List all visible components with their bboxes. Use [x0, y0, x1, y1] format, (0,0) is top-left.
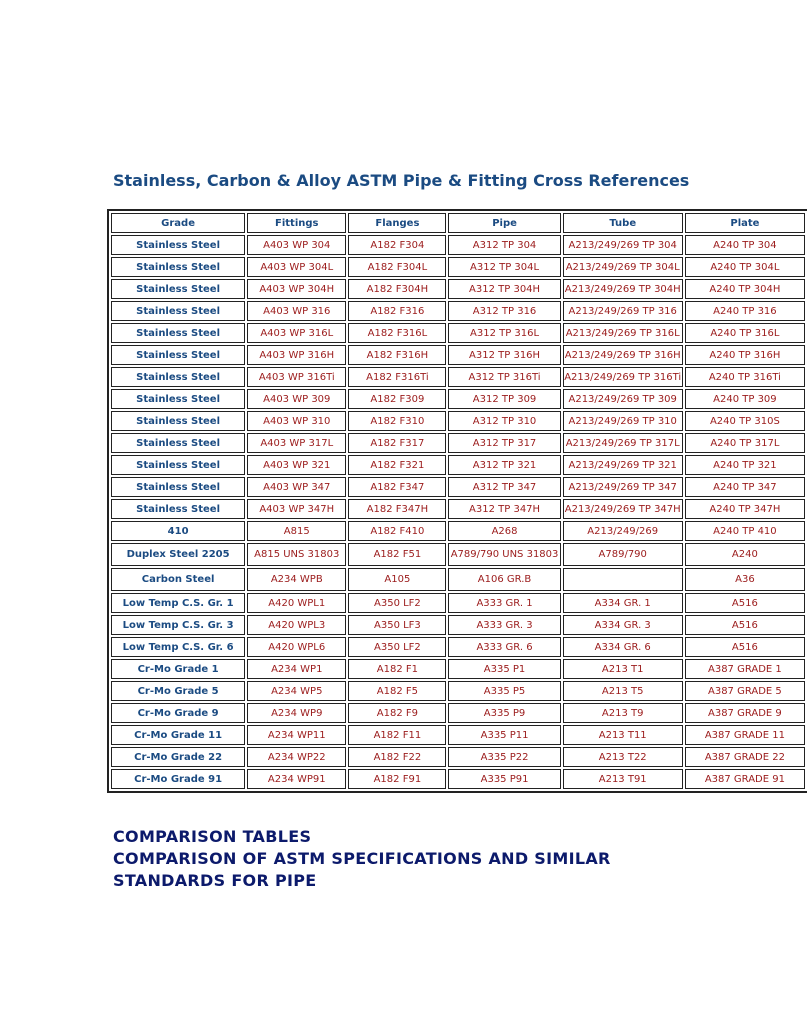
cell-flanges: A182 F11	[348, 725, 446, 745]
cell-fittings: A403 WP 347	[247, 477, 346, 497]
table-row	[111, 681, 805, 701]
cell-flanges: A350 LF2	[348, 637, 446, 657]
cell-pipe: A335 P1	[448, 659, 560, 679]
cell-tube: A213/249/269	[563, 521, 683, 541]
cell-grade: Stainless Steel	[111, 345, 245, 365]
table-row	[111, 279, 805, 299]
cell-fittings: A403 WP 304	[247, 235, 346, 255]
cell-pipe: A333 GR. 3	[448, 615, 560, 635]
cell-tube: A213 T22	[563, 747, 683, 767]
table-row	[111, 301, 805, 321]
cell-fittings: A420 WPL3	[247, 615, 346, 635]
table-row	[111, 477, 805, 497]
cell-pipe: A312 TP 347	[448, 477, 560, 497]
cell-tube	[563, 568, 683, 591]
cell-pipe: A335 P11	[448, 725, 560, 745]
table-row	[111, 703, 805, 723]
cell-flanges: A182 F410	[348, 521, 446, 541]
cell-pipe: A312 TP 316Ti	[448, 367, 560, 387]
cell-fittings: A403 WP 310	[247, 411, 346, 431]
cell-pipe: A312 TP 310	[448, 411, 560, 431]
cell-pipe: A335 P5	[448, 681, 560, 701]
cell-tube: A213/249/269 TP 310	[563, 411, 683, 431]
column-header-flanges: Flanges	[348, 213, 446, 233]
cell-grade: Stainless Steel	[111, 323, 245, 343]
cell-fittings: A234 WP91	[247, 769, 346, 789]
table-row	[111, 235, 805, 255]
cell-tube: A213/249/269 TP 316H	[563, 345, 683, 365]
table-row	[111, 747, 805, 767]
cell-tube: A334 GR. 3	[563, 615, 683, 635]
cell-plate: A240 TP 347	[685, 477, 805, 497]
cell-plate: A387 GRADE 22	[685, 747, 805, 767]
cell-grade: Low Temp C.S. Gr. 1	[111, 593, 245, 613]
cell-plate: A240 TP 317L	[685, 433, 805, 453]
table-row	[111, 257, 805, 277]
cell-plate: A387 GRADE 1	[685, 659, 805, 679]
table-row	[111, 499, 805, 519]
cell-tube: A213 T11	[563, 725, 683, 745]
cell-grade: Cr-Mo Grade 22	[111, 747, 245, 767]
cell-grade: 410	[111, 521, 245, 541]
cell-fittings: A420 WPL6	[247, 637, 346, 657]
cell-pipe: A106 GR.B	[448, 568, 560, 591]
cell-plate: A240 TP 310S	[685, 411, 805, 431]
cell-pipe: A312 TP 304H	[448, 279, 560, 299]
cell-plate: A387 GRADE 5	[685, 681, 805, 701]
cell-pipe: A312 TP 316	[448, 301, 560, 321]
cell-pipe: A789/790 UNS 31803	[448, 543, 560, 566]
cell-pipe: A312 TP 304	[448, 235, 560, 255]
cell-plate: A387 GRADE 91	[685, 769, 805, 789]
cell-grade: Cr-Mo Grade 11	[111, 725, 245, 745]
cell-flanges: A182 F310	[348, 411, 446, 431]
cell-plate: A240 TP 347H	[685, 499, 805, 519]
cell-pipe: A333 GR. 1	[448, 593, 560, 613]
cell-pipe: A312 TP 316H	[448, 345, 560, 365]
cell-pipe: A312 TP 317	[448, 433, 560, 453]
cell-tube: A213/249/269 TP 317L	[563, 433, 683, 453]
comparison-heading-line-2: COMPARISON OF ASTM SPECIFICATIONS AND SIMILAR	[113, 849, 611, 868]
comparison-heading-line-3: STANDARDS FOR PIPE	[113, 871, 317, 890]
cell-flanges: A182 F309	[348, 389, 446, 409]
cell-fittings: A403 WP 316	[247, 301, 346, 321]
comparison-heading-line-1: COMPARISON TABLES	[113, 827, 312, 846]
cell-plate: A240 TP 316Ti	[685, 367, 805, 387]
cell-fittings: A420 WPL1	[247, 593, 346, 613]
cell-pipe: A312 TP 316L	[448, 323, 560, 343]
table-body	[111, 235, 805, 789]
cell-fittings: A234 WPB	[247, 568, 346, 591]
cell-grade: Cr-Mo Grade 5	[111, 681, 245, 701]
cell-fittings: A234 WP11	[247, 725, 346, 745]
cell-flanges: A182 F347H	[348, 499, 446, 519]
cell-flanges: A182 F5	[348, 681, 446, 701]
table-row	[111, 593, 805, 613]
cell-plate: A240	[685, 543, 805, 566]
cell-pipe: A268	[448, 521, 560, 541]
cell-flanges: A182 F347	[348, 477, 446, 497]
table-row	[111, 725, 805, 745]
cell-pipe: A312 TP 347H	[448, 499, 560, 519]
cell-flanges: A182 F22	[348, 747, 446, 767]
column-header-plate: Plate	[685, 213, 805, 233]
cell-flanges: A182 F304L	[348, 257, 446, 277]
cell-pipe: A312 TP 309	[448, 389, 560, 409]
cell-grade: Stainless Steel	[111, 477, 245, 497]
cell-plate: A240 TP 309	[685, 389, 805, 409]
cell-fittings: A403 WP 347H	[247, 499, 346, 519]
cell-tube: A213/249/269 TP 316L	[563, 323, 683, 343]
cell-tube: A213 T9	[563, 703, 683, 723]
cell-flanges: A350 LF2	[348, 593, 446, 613]
cell-tube: A213/249/269 TP 347H	[563, 499, 683, 519]
column-header-tube: Tube	[563, 213, 683, 233]
table-row	[111, 543, 805, 566]
table-row	[111, 323, 805, 343]
cell-flanges: A182 F316Ti	[348, 367, 446, 387]
cell-grade: Stainless Steel	[111, 411, 245, 431]
cell-grade: Stainless Steel	[111, 499, 245, 519]
table-row	[111, 769, 805, 789]
cell-pipe: A335 P22	[448, 747, 560, 767]
cell-pipe: A312 TP 321	[448, 455, 560, 475]
table-row	[111, 521, 805, 541]
cell-plate: A240 TP 321	[685, 455, 805, 475]
column-header-pipe: Pipe	[448, 213, 560, 233]
cell-tube: A213 T1	[563, 659, 683, 679]
cell-grade: Duplex Steel 2205	[111, 543, 245, 566]
cell-fittings: A403 WP 321	[247, 455, 346, 475]
cell-fittings: A234 WP5	[247, 681, 346, 701]
cell-flanges: A182 F304	[348, 235, 446, 255]
cell-pipe: A335 P9	[448, 703, 560, 723]
table-row	[111, 615, 805, 635]
cell-pipe: A335 P91	[448, 769, 560, 789]
cell-fittings: A234 WP1	[247, 659, 346, 679]
cell-plate: A240 TP 316L	[685, 323, 805, 343]
table-row	[111, 455, 805, 475]
cell-flanges: A182 F316H	[348, 345, 446, 365]
cell-fittings: A234 WP22	[247, 747, 346, 767]
cell-flanges: A182 F9	[348, 703, 446, 723]
cell-grade: Cr-Mo Grade 1	[111, 659, 245, 679]
cell-fittings: A815	[247, 521, 346, 541]
cell-pipe: A333 GR. 6	[448, 637, 560, 657]
cell-plate: A387 GRADE 9	[685, 703, 805, 723]
comparison-heading	[113, 826, 611, 892]
cell-tube: A213 T5	[563, 681, 683, 701]
table-row	[111, 367, 805, 387]
table-row	[111, 637, 805, 657]
cell-flanges: A182 F317	[348, 433, 446, 453]
cell-tube: A213/249/269 TP 321	[563, 455, 683, 475]
table-header-row	[111, 213, 805, 233]
cell-grade: Stainless Steel	[111, 455, 245, 475]
table-row	[111, 659, 805, 679]
cell-plate: A516	[685, 637, 805, 657]
column-header-grade: Grade	[111, 213, 245, 233]
cell-plate: A240 TP 304	[685, 235, 805, 255]
cell-plate: A387 GRADE 11	[685, 725, 805, 745]
cell-tube: A213/249/269 TP 316	[563, 301, 683, 321]
cell-grade: Stainless Steel	[111, 301, 245, 321]
cell-plate: A516	[685, 615, 805, 635]
table-row	[111, 568, 805, 591]
cell-grade: Stainless Steel	[111, 279, 245, 299]
cell-plate: A240 TP 410	[685, 521, 805, 541]
cell-grade: Stainless Steel	[111, 257, 245, 277]
cell-tube: A334 GR. 6	[563, 637, 683, 657]
cross-reference-table	[107, 209, 807, 793]
cell-tube: A334 GR. 1	[563, 593, 683, 613]
cell-tube: A213/249/269 TP 304	[563, 235, 683, 255]
table-row	[111, 411, 805, 431]
cell-grade: Low Temp C.S. Gr. 3	[111, 615, 245, 635]
page-title: Stainless, Carbon & Alloy ASTM Pipe & Fitting Cross References	[113, 171, 690, 190]
cell-tube: A213/249/269 TP 309	[563, 389, 683, 409]
cell-plate: A240 TP 304H	[685, 279, 805, 299]
cell-flanges: A182 F91	[348, 769, 446, 789]
cell-grade: Carbon Steel	[111, 568, 245, 591]
cell-grade: Cr-Mo Grade 91	[111, 769, 245, 789]
table-row	[111, 345, 805, 365]
cell-fittings: A403 WP 309	[247, 389, 346, 409]
cell-tube: A213/249/269 TP 316Ti	[563, 367, 683, 387]
cell-plate: A240 TP 316H	[685, 345, 805, 365]
cell-flanges: A350 LF3	[348, 615, 446, 635]
cell-fittings: A403 WP 304H	[247, 279, 346, 299]
cell-flanges: A182 F51	[348, 543, 446, 566]
cross-reference-table-container	[107, 209, 785, 793]
cell-plate: A516	[685, 593, 805, 613]
cell-fittings: A403 WP 316L	[247, 323, 346, 343]
cell-grade: Cr-Mo Grade 9	[111, 703, 245, 723]
cell-fittings: A403 WP 316Ti	[247, 367, 346, 387]
cell-grade: Stainless Steel	[111, 367, 245, 387]
column-header-fittings: Fittings	[247, 213, 346, 233]
cell-tube: A789/790	[563, 543, 683, 566]
cell-grade: Stainless Steel	[111, 433, 245, 453]
cell-pipe: A312 TP 304L	[448, 257, 560, 277]
cell-fittings: A234 WP9	[247, 703, 346, 723]
cell-flanges: A182 F321	[348, 455, 446, 475]
cell-flanges: A182 F316	[348, 301, 446, 321]
cell-fittings: A815 UNS 31803	[247, 543, 346, 566]
cell-flanges: A105	[348, 568, 446, 591]
cell-plate: A36	[685, 568, 805, 591]
cell-plate: A240 TP 316	[685, 301, 805, 321]
cell-tube: A213/249/269 TP 304H	[563, 279, 683, 299]
cell-flanges: A182 F1	[348, 659, 446, 679]
cell-grade: Low Temp C.S. Gr. 6	[111, 637, 245, 657]
cell-grade: Stainless Steel	[111, 235, 245, 255]
table-row	[111, 389, 805, 409]
cell-fittings: A403 WP 316H	[247, 345, 346, 365]
cell-fittings: A403 WP 304L	[247, 257, 346, 277]
cell-grade: Stainless Steel	[111, 389, 245, 409]
cell-tube: A213/249/269 TP 304L	[563, 257, 683, 277]
cell-fittings: A403 WP 317L	[247, 433, 346, 453]
cell-plate: A240 TP 304L	[685, 257, 805, 277]
table-row	[111, 433, 805, 453]
cell-flanges: A182 F304H	[348, 279, 446, 299]
cell-tube: A213/249/269 TP 347	[563, 477, 683, 497]
cell-tube: A213 T91	[563, 769, 683, 789]
cell-flanges: A182 F316L	[348, 323, 446, 343]
